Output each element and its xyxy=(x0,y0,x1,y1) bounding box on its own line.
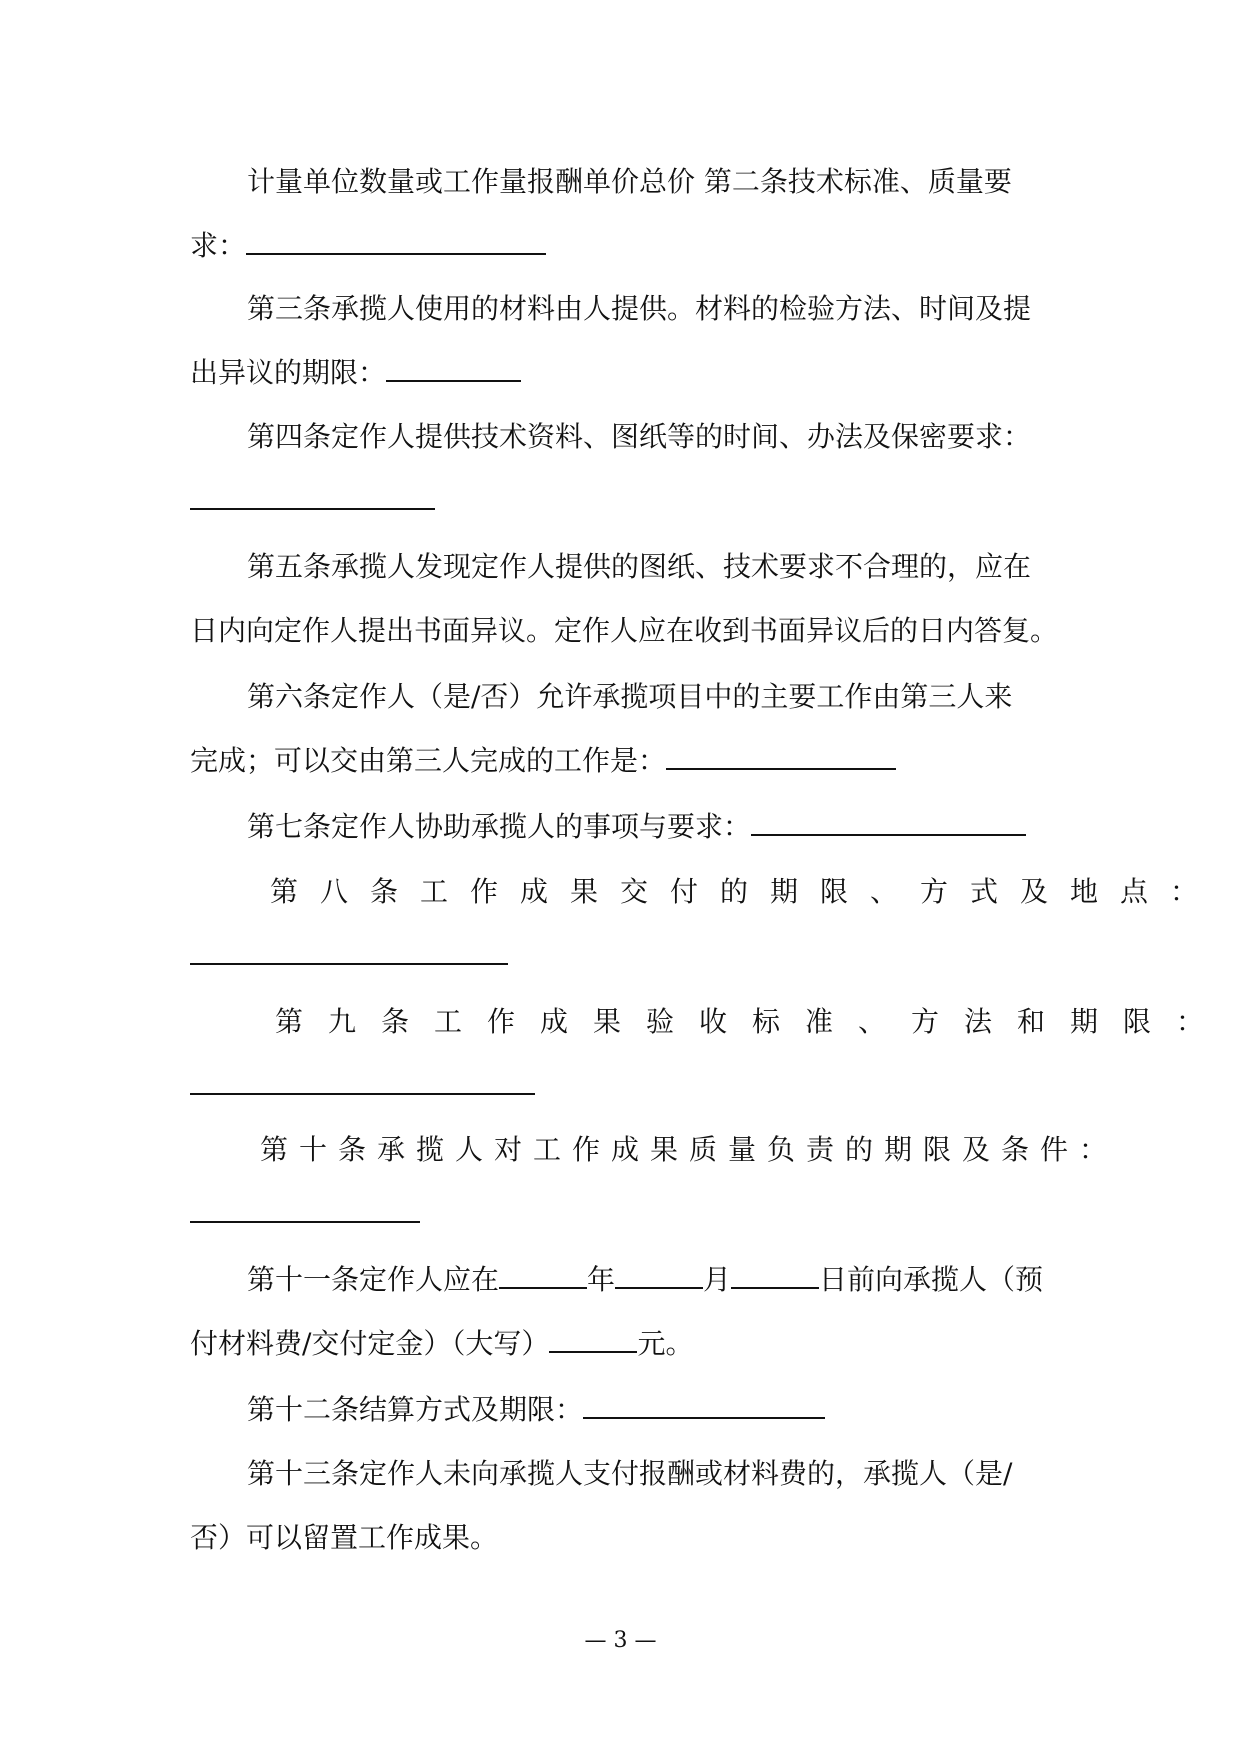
clause-7-text: 第七条定作人协助承揽人的事项与要求： xyxy=(247,810,752,843)
clause-12 xyxy=(190,1378,1056,1442)
clause-9 xyxy=(190,990,1230,1118)
clause-13 xyxy=(190,1442,1056,1570)
clause-10-text: 第十条承揽人对工作成果质量负责的期限及条件： xyxy=(260,1133,1119,1166)
clause-3 xyxy=(190,277,1056,405)
clause-9-line-1 xyxy=(190,990,1230,1054)
page-number: — 3 — xyxy=(584,1628,657,1653)
clause-6-line-1: 第六条定作人（是/否）允许承揽项目中的主要工作由第三人来 xyxy=(247,680,1013,713)
blank-field[interactable] xyxy=(190,937,508,965)
clause-10-line-2 xyxy=(190,1182,1056,1246)
clause-8-text: 第八条工作成果交付的期限、方式及地点： xyxy=(270,875,1221,908)
clause-3-text: 出异议的期限： xyxy=(190,356,387,389)
clause-2-text: 求： xyxy=(190,229,247,262)
amount-blank[interactable] xyxy=(549,1325,637,1353)
clause-11-yuan: 元。 xyxy=(637,1327,694,1360)
clause-10 xyxy=(190,1118,1119,1246)
clause-4-line-2 xyxy=(190,469,1056,533)
blank-field[interactable] xyxy=(190,1067,535,1095)
blank-field[interactable] xyxy=(190,482,435,510)
clause-2-line-2 xyxy=(190,214,1056,278)
year-blank[interactable] xyxy=(499,1261,587,1289)
clause-2 xyxy=(190,150,1056,278)
clause-3-line-2 xyxy=(190,341,1056,405)
clause-6-text: 完成；可以交由第三人完成的工作是： xyxy=(190,744,667,777)
clause-12-line-1 xyxy=(190,1378,1056,1442)
blank-field[interactable] xyxy=(666,742,896,770)
clause-11-text-a: 第十一条定作人应在 xyxy=(247,1263,500,1296)
clause-13-line-1: 第十三条定作人未向承揽人支付报酬或材料费的，承揽人（是/ xyxy=(247,1457,1013,1490)
clause-5-line-2: 日内向定作人提出书面异议。定作人应在收到书面异议后的日内答复。 xyxy=(190,614,1059,647)
clause-11-text-c: 付材料费/交付定金）（大写） xyxy=(190,1327,550,1360)
clause-9-text: 第九条工作成果验收标准、方法和期限： xyxy=(275,1005,1230,1038)
clause-5 xyxy=(190,535,1059,663)
clause-8-line-1 xyxy=(190,860,1221,924)
clause-4 xyxy=(190,405,1056,533)
clause-11-month: 月 xyxy=(703,1263,732,1296)
clause-5-line-1: 第五条承揽人发现定作人提供的图纸、技术要求不合理的，应在 xyxy=(247,550,1032,583)
clause-7-line-1 xyxy=(190,795,1056,859)
blank-field[interactable] xyxy=(190,1195,420,1223)
clause-11-year: 年 xyxy=(587,1263,616,1296)
month-blank[interactable] xyxy=(615,1261,703,1289)
clause-6-line-2 xyxy=(190,729,1056,793)
clause-11-text-b: 日前向承揽人（预 xyxy=(819,1263,1044,1296)
clause-11-line-1 xyxy=(190,1248,1056,1312)
clause-12-text: 第十二条结算方式及期限： xyxy=(247,1393,584,1426)
clause-2-line-1: 计量单位数量或工作量报酬单价总价 第二条技术标准、质量要 xyxy=(247,165,1012,198)
blank-field[interactable] xyxy=(386,354,521,382)
clause-11-line-2 xyxy=(190,1312,1056,1376)
clause-8 xyxy=(190,860,1221,988)
clause-3-line-1: 第三条承揽人使用的材料由人提供。材料的检验方法、时间及提 xyxy=(247,292,1032,325)
blank-field[interactable] xyxy=(246,227,546,255)
day-blank[interactable] xyxy=(731,1261,819,1289)
clause-7 xyxy=(190,795,1056,859)
clause-8-line-2 xyxy=(190,924,1056,988)
clause-10-line-1 xyxy=(190,1118,1119,1182)
clause-4-line-1: 第四条定作人提供技术资料、图纸等的时间、办法及保密要求： xyxy=(247,420,1032,453)
clause-11 xyxy=(190,1248,1056,1376)
clause-9-line-2 xyxy=(190,1054,1056,1118)
clause-6 xyxy=(190,665,1056,793)
clause-13-line-2: 否）可以留置工作成果。 xyxy=(190,1521,499,1554)
blank-field[interactable] xyxy=(583,1391,825,1419)
blank-field[interactable] xyxy=(751,808,1026,836)
